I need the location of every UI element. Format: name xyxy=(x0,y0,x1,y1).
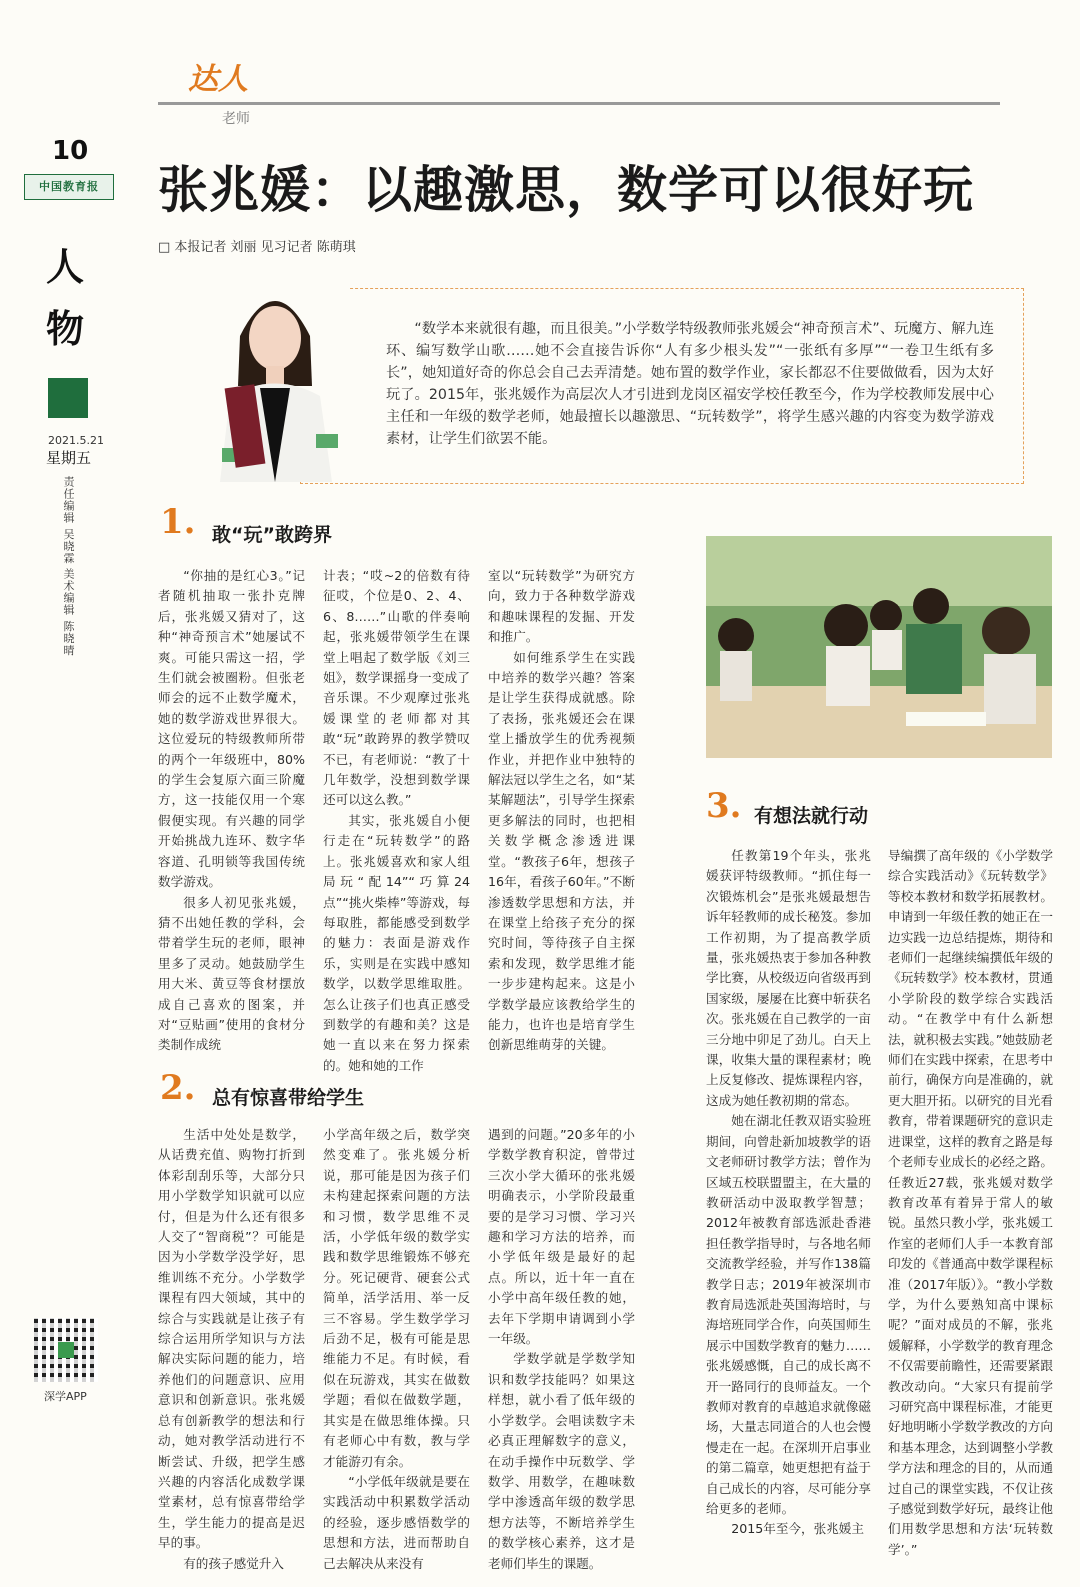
paragraph: 任教第19个年头，张兆媛获评特级教师。“抓住每一次锻炼机会”是张兆媛最想告诉年轻教师的成长秘笈。参加工作初期，为了提高教学质量，张兆媛热衷于参加各种教学比赛，从校级迈向省级再到国家级，屡屡在比赛中斩获名次。张兆媛在自己教学的一亩三分地中卯足了劲儿。白天上课，收集大量的课程素材；晚上反复修改、提炼课程内容，这成为她任教初期的常态。 xyxy=(706,848,871,1108)
paragraph: “小学低年级就是要在实践活动中积累数学活动的经验，逐步感悟数学的思想和方法，进而帮助自己去解决从来没有 xyxy=(323,1473,470,1571)
teacher-portrait-image xyxy=(200,266,350,482)
paragraph: “你抽的是红心3。”记者随机抽取一张扑克牌后，张兆媛又猜对了，这种“神奇预言术”她屡试不爽。可能只需这一招，学生们就会被圈粉。但张老师会的远不止数学魔术，她的数学游戏世界很大。这位爱玩的特级教师所带的两个一年级班中，80%的学生会复原六面三阶魔方，这一技能仅用一个寒假便实现。有兴趣的同学开始挑战九连环、数字华容道、孔明锁等我国传统数学游戏。 xyxy=(158,568,305,890)
header-rule xyxy=(158,102,1000,105)
section-2-number: 2. xyxy=(160,1068,196,1108)
paragraph: 2015年至今，张兆媛主 xyxy=(731,1521,864,1537)
section-3-title: 有想法就行动 xyxy=(754,805,869,827)
section-color-block xyxy=(48,378,88,418)
column-brand-mark: 达人 xyxy=(188,62,248,97)
paragraph: 生活中处处是数学，从话费充值、购物打折到体彩刮刮乐等，大部分只用小学数学知识就可以应付，但是为什么还有很多人交了“智商税”？可能是因为小学数学没学好，思维训练不充分。小学数学课程有四大领域，其中的综合与实践就是让孩子有综合运用所学知识与方法解决实际问题的能力，培养他们的问题意识、应用意识和创新意识。张兆媛总有创新教学的想法和行动，她对教学活动进行不断尝试、升级，把学生感兴趣的内容活化成数学课堂素材，总有惊喜带给学生，学生能力的提高是迟早的事。 xyxy=(158,1127,305,1551)
section-2-column-2 xyxy=(323,1125,470,1574)
issue-weekday: 星期五 xyxy=(46,449,92,467)
column-brand-sub: 老师 xyxy=(222,111,250,127)
paragraph: 有的孩子感觉升入 xyxy=(183,1555,284,1571)
paragraph: 如何维系学生在实践中培养的数学兴趣？答案是让学生获得成就感。除了表扬，张兆媛还会在课堂上播放学生的优秀视频作业，并把作业中独特的解法冠以学生之名，如“某某解题法”，引导学生探索更多解法的同时，也把相关数学概念渗透进课堂。“教孩子6年，想孩子16年，看孩子60年。”不断渗透数学思想和方法，并在课堂上给孩子充分的探究时间，等待孩子自主探索和发现，数学思维才能一步步建构起来。这是小学数学最应该教给学生的能力，也许也是培育学生创新思维萌芽的关键。 xyxy=(488,649,635,1053)
paragraph: 很多人初见张兆媛，猜不出她任教的学科，会带着学生玩的老师，眼神里多了灵动。她鼓励学生用大米、黄豆等食材摆放成自己喜欢的图案，并对“豆贴画”使用的食材分类制作成统 xyxy=(158,894,305,1053)
section-2-title: 总有惊喜带给学生 xyxy=(212,1087,365,1109)
section-name: 人物 xyxy=(45,244,84,351)
paragraph: 室以“玩转数学”为研究方向，致力于各种数学游戏和趣味课程的发掘、开发和推广。 xyxy=(488,568,635,645)
newspaper-logo: 中国教育报 xyxy=(24,174,114,200)
section-2-column-3 xyxy=(488,1125,635,1574)
article-title: 张兆媛：以趣激思，数学可以很好玩 xyxy=(158,161,974,219)
paragraph: 她在湖北任教双语实验班期间，向曾赴新加坡教学的语文老师研讨教学方法；曾作为区域五校联盟盟主，在大量的教研活动中汲取教学智慧；2012年被教育部选派赴香港担任教学指导时，与各地名师交流教学经验，并写作138篇教学日志；2019年被深圳市教育局选派赴英国海培时，与海培班同学合作，向英国师生展示中国数学教育的魅力……张兆媛感慨，自己的成长离不开一路同行的良师益友。一个教师对教育的卓越追求就像磁场，大量志同道合的人也会慢慢走在一起。在深圳开启事业的第二篇章，她更想把有益于自己成长的内容，尽可能分享给更多的老师。 xyxy=(706,1113,871,1516)
section-3-column-2 xyxy=(888,846,1053,1560)
paragraph: 遇到的问题。”20多年的小学数学教育积淀，曾带过三次小学大循环的张兆媛明确表示，小学阶段最重要的是学习习惯、学习兴趣和学习方法的培养，而小学低年级是最好的起点。所以，近十年一直在小学中高年级任教的她，去年下学期申请调到小学一年级。 xyxy=(488,1127,635,1347)
app-label: 深学APP xyxy=(44,1390,87,1403)
paragraph: 学数学就是学数学知识和数学技能吗？如果这样想，就小看了低年级的小学数学。会唱读数字未必真正理解数字的意义，在动手操作中玩数学、学数学、用数学，在趣味数学中渗透高年级的数学思想方法等，不断培养学生的数学核心素养，这才是老师们毕生的课题。 xyxy=(488,1351,635,1571)
section-1-number: 1. xyxy=(160,502,196,542)
byline: □ 本报记者 刘丽 见习记者 陈萌琪 xyxy=(158,240,356,255)
classroom-photo-image xyxy=(706,536,1052,758)
paragraph: 导编撰了高年级的《小学数学综合实践活动》《玩转数学》等校本教材和数学拓展教材。申请到一年级任教的她正在一边实践一边总结提炼，期待和老师们一起继续编撰低年级的《玩转数学》校本教材，贯通小学阶段的数学综合实践活动。“在教学中有什么新想法，就积极去实践。”她鼓励老师们在实践中探索，在思考中前行，确保方向是准确的，就更大胆开拓。以研究的目光看教育，带着课题研究的意识走进课堂，这样的教育之路是每个老师专业成长的必经之路。任教近27载，张兆媛对数学教育改革有着异于常人的敏锐。虽然只教小学，张兆媛工作室的老师们人手一本教育部印发的《普通高中数学课程标准（2017年版）》。“教小学数学，为什么要熟知高中课标呢？”面对成员的不解，张兆媛解释，小学数学的教育理念不仅需要前瞻性，还需要紧跟教改动向。“大家只有提前学习研究高中课程标准，才能更好地明晰小学数学教改的方向和基本理念，达到调整小学教学方法和理念的目的，从而通过自己的课堂实践，不仅让孩子感觉到数学好玩，最终让他们用数学思想和方法‘玩转数学’。” xyxy=(888,848,1053,1557)
responsible-editor: 责任编辑 吴晓霖 xyxy=(62,476,75,565)
intro-paragraph: “数学本来就很有趣，而且很美。”小学数学特级教师张兆媛会“神奇预言术”、玩魔方、解九连环、编写数学山歌……她不会直接告诉你“人有多少根头发”“一张纸有多厚”“一卷卫生纸有多长”，她知道好奇的你总会自己去弄清楚。她布置的数学作业，家长都忍不住要做做看，因为太好玩了。2015年，张兆媛作为高层次人才引进到龙岗区福安学校任教至今，作为学校教师发展中心主任和一年级的数学老师，她最擅长以趣激思、“玩转数学”，将学生感兴趣的内容变为数学游戏素材，让学生们欲罢不能。 xyxy=(386,321,994,447)
qr-code-icon[interactable] xyxy=(34,1318,98,1382)
section-1-column-2 xyxy=(323,566,470,1076)
issue-date: 2021.5.21 xyxy=(48,434,104,447)
paragraph: 小学高年级之后，数学突然变难了。张兆媛分析说，那可能是因为孩子们未构建起探索问题的方法和习惯，数学思维不灵活，小学低年级的数学实践和数学思维锻炼不够充分。死记硬背、硬套公式简单，活学活用、举一反三不容易。学生数学学习后劲不足，极有可能是思维能力不足。有时候，看似在玩游戏，其实在做数学题；看似在做数学题，其实是在做思维体操。只有老师心中有数，教与学才能游刃有余。 xyxy=(323,1127,470,1469)
art-editor: 美术编辑 陈晓晴 xyxy=(62,568,75,657)
section-3-column-1 xyxy=(706,846,871,1540)
section-1-title: 敢“玩”敢跨界 xyxy=(212,524,332,546)
section-3-number: 3. xyxy=(706,786,742,826)
paragraph: 计表；“哎~2的倍数有待征哎，个位是0、2、4、6、8……”山歌的伴奏响起，张兆媛带领学生在课堂上唱起了数学版《刘三姐》，数学课摇身一变成了音乐课。不少观摩过张兆媛课堂的老师都对其敢“玩”敢跨界的教学赞叹不已，有老师说：“教了十几年数学，没想到数学课还可以这么教。” xyxy=(323,568,470,808)
section-1-column-1 xyxy=(158,566,305,1056)
section-1-column-3 xyxy=(488,566,635,1056)
section-2-column-1 xyxy=(158,1125,305,1574)
page-number: 10 xyxy=(52,136,89,166)
paragraph: 其实，张兆媛自小便行走在“玩转数学”的路上。张兆媛喜欢和家人组局玩“配14”“巧算24点”“挑火柴棒”等游戏，每每取胜，都能感受到数学的魅力：表面是游戏作乐，实则是在实践中感知数学，以数学思维取胜。怎么让孩子们也真正感受到数学的有趣和美？这是她一直以来在努力探索的。她和她的工作 xyxy=(323,812,470,1073)
